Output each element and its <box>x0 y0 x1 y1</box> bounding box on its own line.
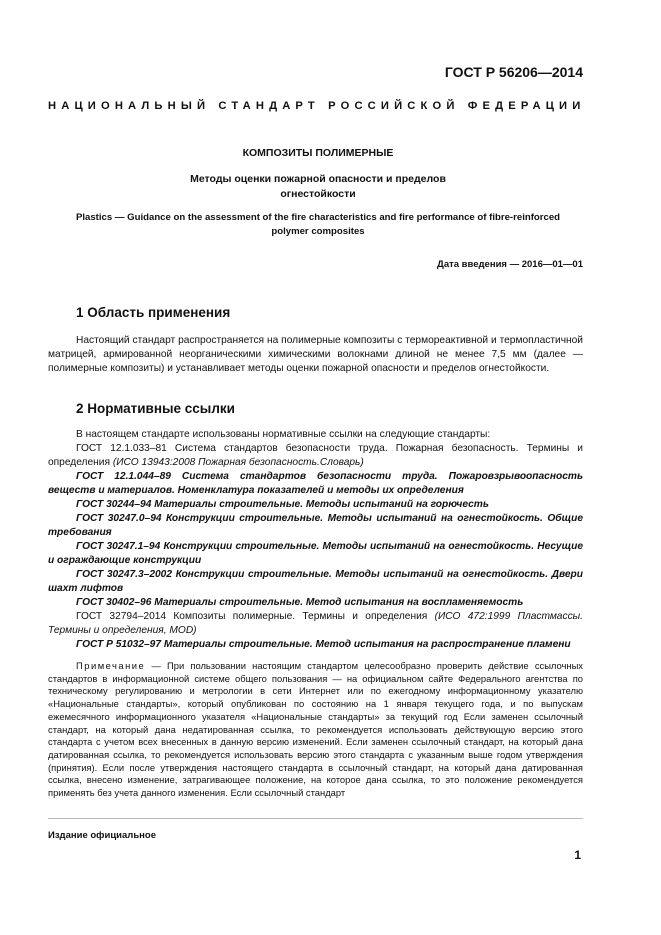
introduction-date: Дата введения — 2016—01—01 <box>437 259 583 270</box>
reference-item: ГОСТ 12.1.044–89 Система стандартов безопасности труда. Пожаровзрывоопасность веществ и материалов. Номенклатура показателей и методы их определения <box>48 471 583 496</box>
note-paragraph <box>48 660 583 800</box>
national-standard-heading: НАЦИОНАЛЬНЫЙ СТАНДАРТ РОССИЙСКОЙ ФЕДЕРАЦИИ <box>48 100 586 112</box>
reference-item: ГОСТ 30244–94 Материалы строительные. Методы испытаний на горючесть <box>76 499 489 510</box>
title-main: КОМПОЗИТЫ ПОЛИМЕРНЫЕ <box>242 147 394 159</box>
note-label: Примечание <box>76 660 146 671</box>
reference-item: ГОСТ 30247.0–94 Конструкции строительные. Методы испытаний на огнестойкость. Общие требования <box>48 513 583 538</box>
reference-main: ГОСТ 32794–2014 Композиты полимерные. Термины и определения <box>76 611 428 622</box>
footer-divider <box>48 818 583 819</box>
reference-item: ГОСТ 30247.1–94 Конструкции строительные. Методы испытаний на огнестойкость. Несущие и ограждающие конструкции <box>48 541 583 566</box>
reference-item: ГОСТ Р 51032–97 Материалы строительные. Метод испытания на распространение пламени <box>76 639 571 650</box>
edition-label: Издание официальное <box>48 830 156 841</box>
title-subtitle-1: Методы оценки пожарной опасности и пределов <box>190 173 446 185</box>
reference-extra: (ИСО 472:1999 Пластмассы. Термины и определения, MOD) <box>48 611 583 636</box>
page-number: 1 <box>574 848 581 862</box>
reference-main: ГОСТ 12.1.033–81 Система стандартов безопасности труда. Пожарная безопасность. Термины и определения <box>48 443 583 468</box>
section-1-paragraph: Настоящий стандарт распространяется на полимерные композиты с термореактивной и термопластичной матрицей, армированной неорганическими химическими волокнами длиной не менее 7,5 мм (далее — полимерные композиты) и устанавливает методы оценки пожарной опасности и пределов огнестойкости. <box>48 335 583 374</box>
document-code: ГОСТ Р 56206—2014 <box>444 64 583 80</box>
reference-item: ГОСТ 30247.3–2002 Конструкции строительные. Методы испытаний на огнестойкость. Двери шахт лифтов <box>48 569 583 594</box>
reference-extra: (ИСО 13943:2008 Пожарная безопасность.Словарь) <box>110 457 364 468</box>
note-text: — При пользовании настоящим стандартом целесообразно проверить действие ссылочных стандартов в информационной системе общего пользования — на официальном сайте Федерального агентства по техническому регулированию и метрологии в сети Интернет или по ежегодному информационному указателю «Национальные стандарты», который опубликован по состоянию на 1 января текущего года, и по выпускам ежемесячного информационного указателя «Национальные стандарты» за текущий год Если заменен ссылочный стандарт, на который дана недатированная ссылка, то рекомендуется использовать действующую версию этого стандарта с учетом всех внесенных в данную версию изменений. Если заменен ссылочный стандарт, на который дана датированная ссылка, то рекомендуется использовать версию этого стандарта с указанным выше годом утверждения (принятия). Если после утверждения настоящего стандарта в ссылочный стандарт, на который дана датированная ссылка, внесено изменение, затрагивающее положение, на которое дана ссылка, то это положение рекомендуется применять без учета данного изменения. Если ссылочный стандарт <box>48 660 583 799</box>
section-2-heading: 2 Нормативные ссылки <box>76 401 235 416</box>
references-list <box>48 428 583 652</box>
reference-item: ГОСТ 30402–96 Материалы строительные. Метод испытания на воспламеняемость <box>76 597 524 608</box>
title-english-2: polymer composites <box>271 226 365 237</box>
section-1-heading: 1 Область применения <box>76 305 231 320</box>
section-1-text <box>48 334 583 376</box>
reference-item <box>48 442 583 470</box>
title-subtitle-2: огнестойкости <box>280 188 356 200</box>
reference-item <box>48 610 583 638</box>
references-intro: В настоящем стандарте использованы нормативные ссылки на следующие стандарты: <box>76 429 491 440</box>
title-english-1: Plastics — Guidance on the assessment of the fire characteristics and fire performance of fibre-reinforced <box>75 212 561 223</box>
